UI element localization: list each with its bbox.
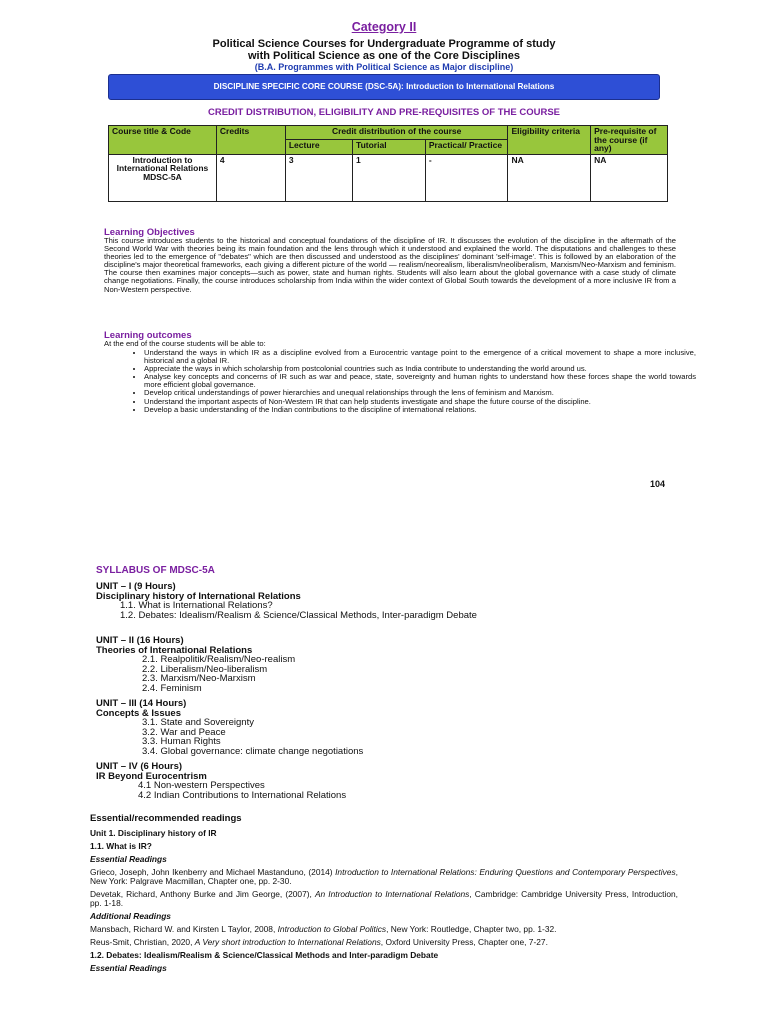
unit-subtitle: Theories of International Relations	[96, 644, 253, 656]
unit-item: 2.2. Liberalism/Neo-liberalism	[142, 663, 268, 675]
list-item: • Understand the important aspects of Non-Western IR that can help students investigate and shape the future course of the discipline.	[144, 398, 696, 406]
unit-item: 4.1 Non-western Perspectives	[138, 780, 265, 791]
header-tutorial: Tutorial	[353, 140, 426, 154]
learning-outcomes-list	[124, 349, 696, 414]
table-row	[109, 154, 668, 201]
readings-section	[90, 814, 678, 977]
cell-tutorial: 1	[353, 154, 426, 201]
cell-lecture: 3	[285, 154, 352, 201]
table-header-row	[109, 126, 668, 140]
header-credit-distribution: Credit distribution of the course	[285, 126, 508, 140]
essential-readings-label: Essential Readings	[90, 963, 167, 973]
cell-practical: -	[425, 154, 508, 201]
unit-title: UNIT – III (14 Hours)	[96, 698, 187, 709]
essential-readings-label: Essential Readings	[90, 854, 167, 864]
header-lecture: Lecture	[285, 140, 352, 154]
heading-line-2: with Political Science as one of the Core Disciplines	[247, 50, 521, 62]
header-prerequisite: Pre-requisite of the course (if any)	[591, 126, 668, 155]
subsection-1-2: 1.2. Debates: Idealism/Realism & Science/Classical Methods and Inter-paradigm Debate	[90, 950, 439, 960]
learning-objectives-text: This course introduces students to the historical and conceptual foundations of the discipline of IR. It discusses the evolution of the discipline in the aftermath of the Second World War with theories being its main foundation and the lens through which it understood and explained the world. The disputations and challenges to these theories led to the emergence of "debates" which are then discussed and understood as the disciplines' dominant 'self-image'. This is followed by an elaboration of the discipline's major theoretical frameworks, each giving a different picture of the world — realism/neorealism, liberalism/neoliberalism, Marxism/Neo-Marxism and feminism. The course then examines major concepts—such as power, state and human rights. Students will also learn about the global governance with a case study of climate change negotiations. Finally, the course introduces scholarship from India within the wider context of Global South towards the development of a more inclusive IR from a Non-Western perspective.	[104, 236, 676, 294]
header-course-title: Course title & Code	[109, 126, 217, 155]
unit-item: 1.2. Debates: Idealism/Realism & Science/Classical Methods, Inter-paradigm Debate	[120, 609, 477, 621]
list-item: • Develop critical understandings of power hierarchies and unequal relationships through the lens of feminism and Marxism.	[144, 389, 696, 397]
unit-1-readings-heading: Unit 1. Disciplinary history of IR	[90, 828, 217, 838]
header-practical: Practical/ Practice	[425, 140, 508, 154]
cell-credits: 4	[216, 154, 285, 201]
unit-title: UNIT – II (16 Hours)	[96, 635, 184, 646]
category-heading: Category II	[351, 20, 417, 34]
unit-item: 3.3. Human Rights	[142, 736, 221, 747]
cell-course: Introduction to International Relations MDSC-5A	[109, 154, 217, 201]
unit-item: 2.3. Marxism/Neo-Marxism	[142, 673, 256, 684]
subsection-1-1: 1.1. What is IR?	[90, 841, 152, 851]
unit-subtitle: IR Beyond Eurocentrism	[96, 770, 207, 782]
document-subheading: (B.A. Programmes with Political Science as Major discipline)	[254, 62, 514, 72]
unit-item: 3.4. Global governance: climate change negotiations	[142, 745, 364, 757]
list-item: • Analyse key concepts and concerns of IR such as war and peace, state, sovereignty and human rights to understand how these forces shape the world towards more efficient global governance.	[144, 373, 696, 389]
credit-distribution-table	[108, 125, 668, 202]
learning-objectives-heading: Learning Objectives	[104, 227, 195, 238]
page-number: 104	[650, 479, 666, 489]
unit-block	[96, 699, 363, 756]
document-heading	[0, 38, 768, 62]
list-item: • Develop a basic understanding of the Indian contributions to the discipline of international relations.	[144, 406, 696, 414]
reference-entry: Mansbach, Richard W. and Kirsten L Taylor, 2008, Introduction to Global Politics, New York: Routledge, Chapter two, pp. 1-32.	[90, 924, 557, 934]
course-banner	[108, 74, 660, 100]
unit-item: 4.2 Indian Contributions to International Relations	[138, 789, 347, 801]
unit-block	[96, 636, 295, 693]
unit-item: 2.4. Feminism	[142, 682, 202, 694]
unit-block	[96, 762, 346, 800]
document-page-next	[0, 500, 768, 1024]
document-page-104	[0, 0, 768, 500]
header-eligibility: Eligibility criteria	[508, 126, 591, 155]
unit-subtitle: Concepts & Issues	[96, 707, 181, 719]
unit-title: UNIT – I (9 Hours)	[96, 581, 176, 592]
reference-entry: Reus-Smit, Christian, 2020, A Very short introduction to International Relations, Oxford University Press, Chapter one, 7-27.	[90, 937, 548, 947]
list-item: • Appreciate the ways in which scholarship from postcolonial countries such as India contribute to understanding the world around us.	[144, 365, 696, 373]
learning-outcomes-intro: At the end of the course students will be able to:	[104, 339, 266, 348]
unit-item: 3.1. State and Sovereignty	[142, 717, 254, 728]
credit-distribution-title: CREDIT DISTRIBUTION, ELIGIBILITY AND PRE-REQUISITES OF THE COURSE	[207, 107, 561, 118]
list-item: • Understand the ways in which IR as a discipline evolved from a Eurocentric vantage point to the emergence of a critical movement to shape a more inclusive, historical and a global IR.	[144, 349, 696, 365]
course-banner-text: DISCIPLINE SPECIFIC CORE COURSE (DSC-5A): Introduction to International Relations	[213, 82, 555, 91]
unit-item: 2.1. Realpolitik/Realism/Neo-realism	[142, 654, 296, 665]
unit-title: UNIT – IV (6 Hours)	[96, 761, 183, 772]
unit-item: 3.2. War and Peace	[142, 726, 226, 738]
additional-readings-label: Additional Readings	[90, 911, 171, 921]
unit-block	[96, 582, 680, 620]
syllabus-title: SYLLABUS OF MDSC-5A	[96, 565, 215, 576]
readings-heading: Essential/recommended readings	[90, 813, 242, 824]
learning-outcomes-heading: Learning outcomes	[104, 330, 192, 341]
reference-entry: Devetak, Richard, Anthony Burke and Jim George, (2007), An Introduction to International Relations, Cambridge: Cambridge University Press, Introduction, pp. 1-18.	[90, 889, 678, 908]
heading-line-1: Political Science Courses for Undergraduate Programme of study	[212, 38, 556, 50]
unit-subtitle: Disciplinary history of International Relations	[96, 590, 301, 602]
unit-item: 1.1. What is International Relations?	[120, 600, 273, 611]
cell-eligibility: NA	[508, 154, 591, 201]
reference-entry: Grieco, Joseph, John Ikenberry and Michael Mastanduno, (2014) Introduction to International Relations: Enduring Questions and Contemporary Perspectives, New York: Palgrave Macmillan, Chapter one, pp. 2-30.	[90, 867, 678, 886]
cell-prerequisite: NA	[591, 154, 668, 201]
header-credits: Credits	[216, 126, 285, 155]
